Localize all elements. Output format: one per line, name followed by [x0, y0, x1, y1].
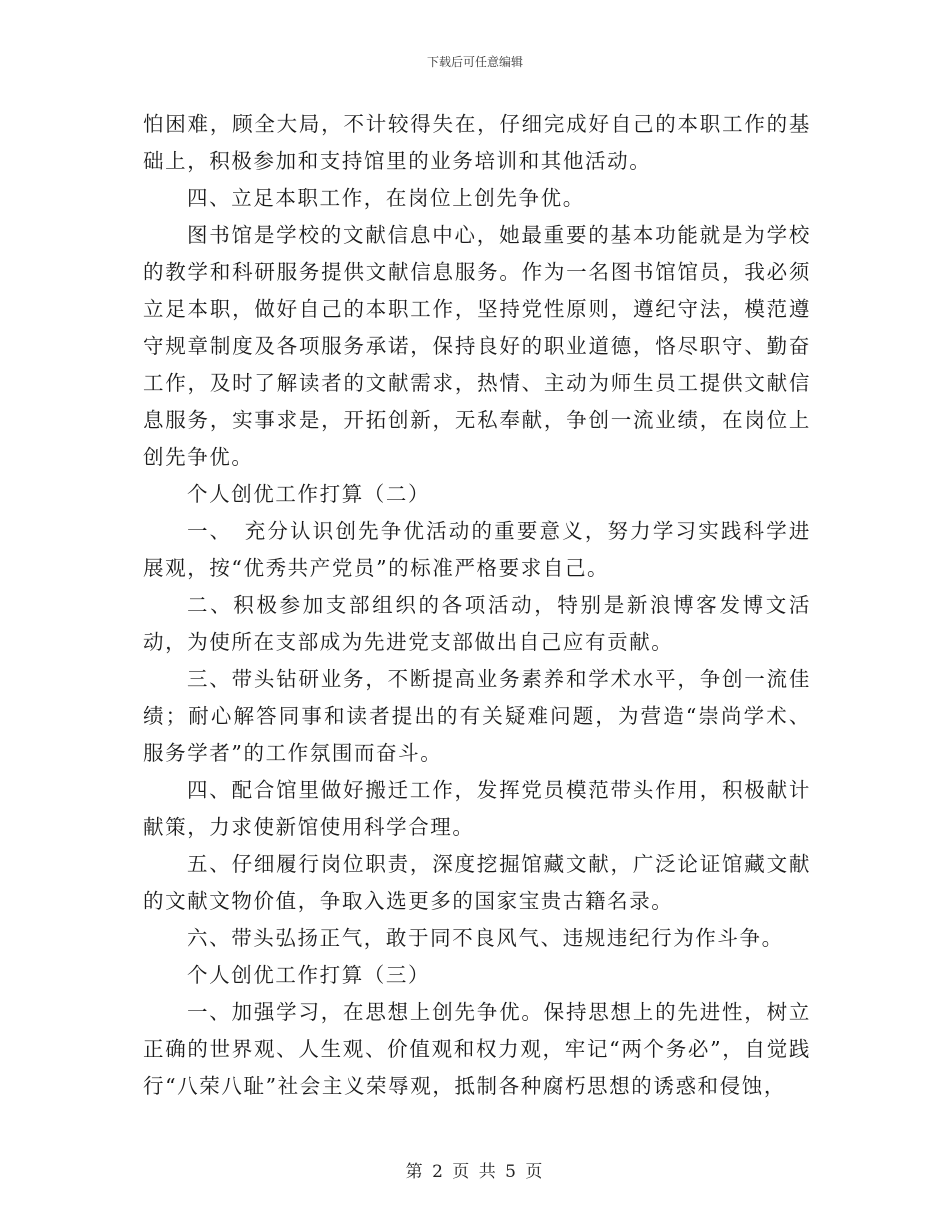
paragraph-7: 三、带头钻研业务，不断提高业务素养和学术水平，争创一流佳绩；耐心解答同事和读者提出的有关疑难问题，为营造“崇尚学术、服务学者”的工作氛围而奋斗。 — [143, 667, 811, 765]
paragraph-6: 二、积极参加支部组织的各项活动，特别是新浪博客发博文活动，为使所在支部成为先进党支部做出自己应有贡献。 — [143, 593, 811, 654]
paragraph-10: 六、带头弘扬正气，敢于同不良风气、违规违纪行为作斗争。 — [187, 926, 784, 950]
paragraph-8: 四、配合馆里做好搬迁工作，发挥党员模范带头作用，积极献计献策，力求使新馆使用科学合理。 — [143, 778, 811, 839]
paragraph-3: 图书馆是学校的文献信息中心，她最重要的基本功能就是为学校的教学和科研服务提供文献信息服务。作为一名图书馆馆员，我必须立足本职，做好自己的本职工作，坚持党性原则，遵纪守法，模范遵守规章制度及各项服务承诺，保持良好的职业道德，恪尽职守、勤奋工作，及时了解读者的文献需求，热情、主动为师生员工提供文献信息服务，实事求是，开拓创新，无私奉献，争创一流业绩，在岗位上创先争优。 — [143, 223, 811, 469]
page-header-note: 下载后可任意编辑 — [426, 55, 523, 69]
paragraph-1: 怕困难，顾全大局，不计较得失在，仔细完成好自己的本职工作的基础上，积极参加和支持馆里的业务培训和其他活动。 — [143, 112, 811, 173]
document-body — [143, 106, 811, 1105]
paragraph-2: 四、立足本职工作，在岗位上创先争优。 — [187, 186, 585, 210]
paragraph-5: 一、 充分认识创先争优活动的重要意义，努力学习实践科学进展观，按“优秀共产党员”的标准严格要求自己。 — [143, 519, 811, 580]
paragraph-12: 一、加强学习，在思想上创先争优。保持思想上的先进性，树立正确的世界观、人生观、价值观和权力观，牢记“两个务必”，自觉践行“八荣八耻”社会主义荣辱观，抵制各种腐朽思想的诱惑和侵蚀， — [143, 1000, 811, 1098]
paragraph-9: 五、仔细履行岗位职责，深度挖掘馆藏文献，广泛论证馆藏文献的文献文物价值，争取入选更多的国家宝贵古籍名录。 — [143, 852, 811, 913]
section-heading-2: 个人创优工作打算（二） — [187, 482, 431, 506]
page-number-footer: 第 2 页 共 5 页 — [405, 1162, 545, 1182]
section-heading-3: 个人创优工作打算（三） — [187, 963, 431, 987]
